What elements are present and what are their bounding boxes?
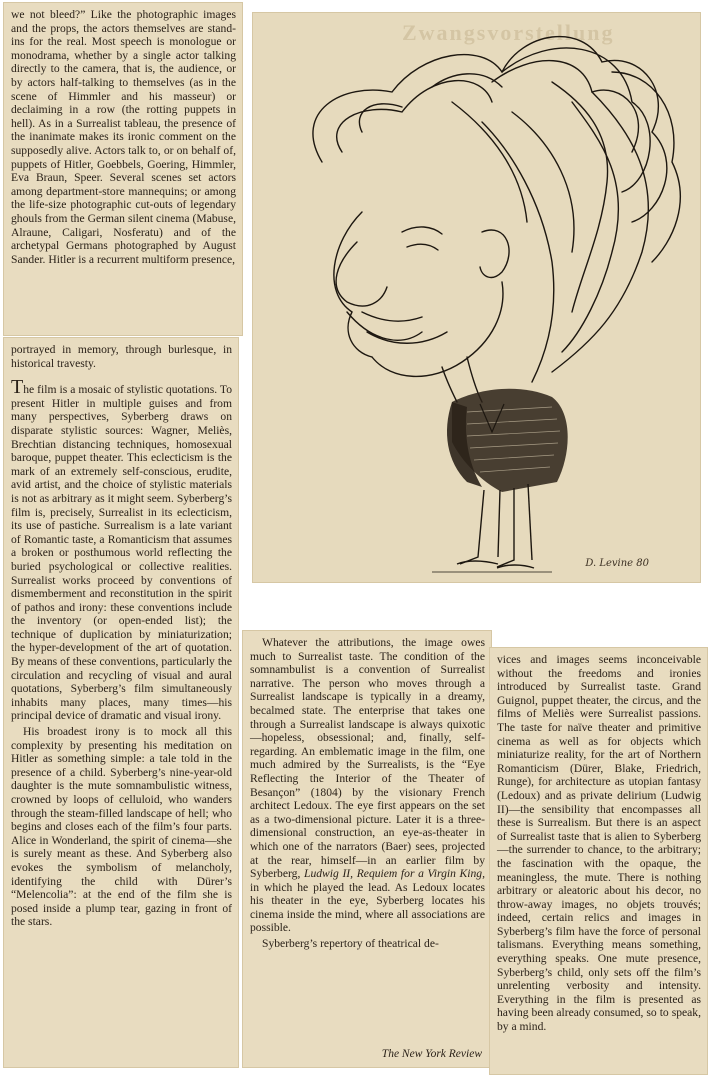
paragraph: we not bleed?” Like the photographic images and the props, the actors themselves are stand-ins for the real. Most speech is monologue or monodrama, whether by a single actor talking directly to the camera, that is, the audience, or by actors half-talking to themselves (as in the scene of Himmler and his masseur) or declaiming in a row (the rotting puppets in hell). As in a Surrealist tableau, the presence of the inanimate makes its ironic comment on the supposedly alive. Actors talk to, or on behalf of, puppets of Hitler, Goebbels, Goering, Himmler, Eva Braun, Speer. Several scenes set actors among department-store mannequins; or among the life-size photographic cut-outs of legendary ghouls from the German silent cinema (Mabuse, Alraune, Caligari, Nosferatu) and of the archetypal Germans photographed by August Sander. Hitler is a recurrent multiform presence, [11, 8, 236, 266]
paragraph-text: Whatever the attributions, the image owes much to Surrealist taste. The condition of the somnambulist is a convention of Surrealist narrative. The person who moves through a Surrealist landscape is typically in a dreamy, becalmed state. The enterprise that takes one through a Surrealist landscape is always quixotic—hopeless, obsessional; and, finally, self-regarding. An emblematic image in the film, one much admired by the Surrealists, is the “Eye Reflecting the Interior of the Theater of Besançon” (1804) by the visionary French architect Ledoux. The eye first appears on the set as a two-dimensional picture. Later it is a three-dimensional construction, an eye-as-theater in which one of the narrators (Baer) sees, projected at the rear, himself—in an earlier film by Syberberg, [250, 636, 485, 881]
publication-credit: The New York Review [381, 1048, 482, 1061]
paragraph: Syberberg’s repertory of theatrical de- [262, 937, 439, 951]
caricature-drawing [252, 12, 701, 583]
artist-signature: D. Levine 80 [585, 558, 649, 569]
article-column-middle [242, 630, 492, 1068]
bleed-through-text: Zwangsvorstellung [402, 20, 615, 45]
paragraph-text: in which he played the lead. As Ledoux locates his theater in the eye, Syberberg locates his cinema inside the mind, where all associations are possible. [250, 880, 485, 935]
paragraph-dropcap [11, 376, 232, 723]
paragraph: portrayed in memory, through burlesque, in historical travesty. [11, 343, 232, 370]
paragraph [250, 636, 485, 935]
paragraph: His broadest irony is to mock all this complexity by presenting his meditation on Hitler as something simple: a tale told in the presence of a child. Syberberg’s nine-year-old daughter is the mute somnambulistic witness, crowned by loops of celluloid, who wanders through the steam-filled landscape of hell; who begins and closes each of the film’s four parts. Alice in Wonderland, the spirit of cinema—she is surely meant as these. And Syberberg also evokes the symbolism of melancholy, identifying the child with Dürer’s “Melencolia”: at the end of the film she is posed inside a plump tear, gazing in front of the stars. [11, 725, 232, 929]
article-column-right [489, 647, 708, 1075]
article-column-left [3, 337, 239, 1068]
article-column-top-left [3, 2, 243, 336]
film-title: Ludwig II, Requiem for a Virgin King, [304, 867, 485, 881]
paragraph-text: he film is a mosaic of stylistic quotations. To present Hitler in multiple guises and from many perspectives, Syberberg draws on disparate stylistic sources: Wagner, Meliès, Brechtian distancing techniques, homosexual baroque, puppet theater. This eclecticism is the mark of an extremely self-conscious, erudite, avid artist, and the choice of stylistic materials is not as arbitrary as it might seem. Syberberg’s film is, precisely, Surrealist in its eclecticism, its use of pastiche. Surrealism is a late variant of Romantic taste, a Romanticism that assumes a broken or posthumous world reflecting the buried psychological or collective realities. Surrealist works proceed by conventions of dismemberment and reconstitution in the spirit of pathos and irony: these conventions include the inventory (or open-ended list); the technique of duplication by miniaturization; the hyper-development of the art of quotation. By means of these conventions, particularly the circulation and recycling of visual and aural quotations, Syberberg’s film simultaneously inhabits many places, many times—his principal device of dramatic and visual irony. [11, 383, 232, 723]
caricature-illustration [252, 12, 701, 583]
drop-cap: T [11, 376, 24, 399]
paragraph: vices and images seems inconceivable without the freedoms and ironies introduced by Surrealist taste. Grand Guignol, puppet theater, the circus, and the films of Meliès were Surrealist passions. The taste for naïve theater and primitive cinema as well as for objects which miniaturize reality, for the art of Northern Romanticism (Dürer, Blake, Friedrich, Runge), for architecture as utopian fantasy (Ledoux) and as private delirium (Ludwig II)—the sensibility that encompasses all these is Surrealism. But there is an aspect of Surrealist taste that is alien to Syberberg—the surrender to chance, to the arbitrary; the fascination with the opaque, the meaningless, the mute. There is nothing arbitrary or aleatoric about his decor, no throw-away images, no objets trouvés; indeed, certain relics and images in Syberberg’s film have the force of personal talismans. Everything means something, everything speaks. One mute presence, Syberberg’s child, only sets off the film’s unrelenting verbosity and intensity. Everything in the film is presented as having been already consumed, so to speak, by a mind. [497, 653, 701, 1034]
